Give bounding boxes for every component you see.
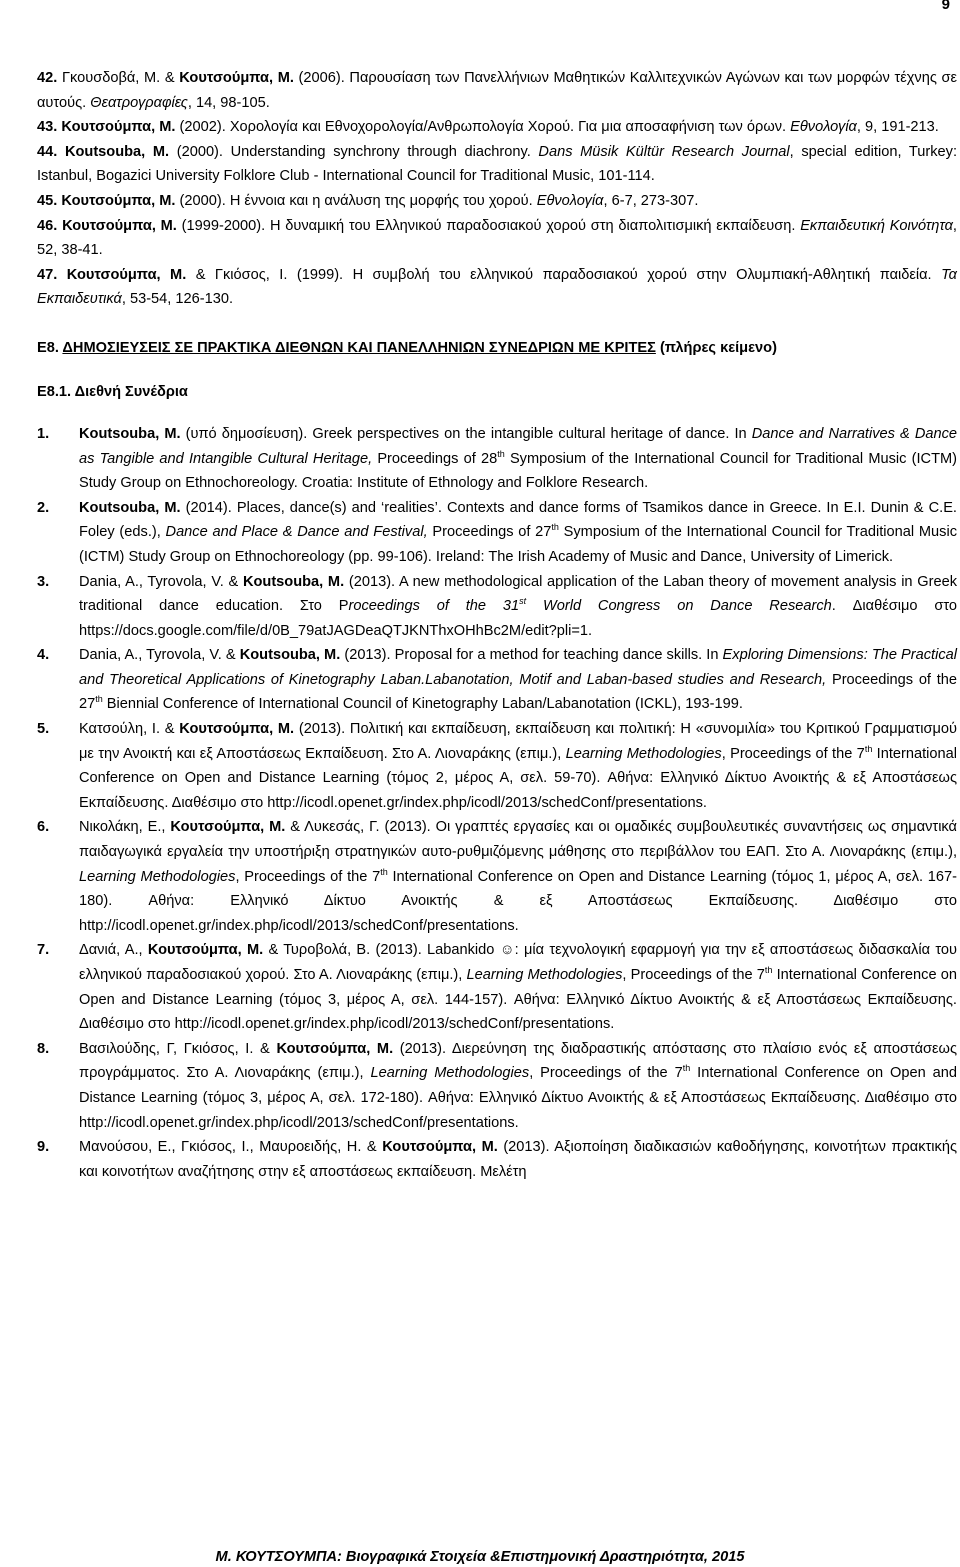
reference-item [37,263,957,312]
reference-text: Learning Methodologies [79,868,236,885]
reference-text: Κουτσούμπα, Μ. [61,119,176,136]
reference-text: Βασιλούδης, Γ, Γκιόσος, Ι. & [79,1040,277,1057]
reference-text: , Proceedings of the 7 [721,745,865,762]
reference-item [37,115,957,140]
reference-text: th [864,743,873,754]
section-suffix: (πλήρες κείμενο) [655,339,777,356]
subsection-prefix: Ε8.1. [37,383,75,400]
reference-text: Dania, A., Tyrovola, V. & [79,647,240,664]
page-body [37,66,957,1184]
page-footer: Μ. ΚΟΥΤΣΟΥΜΠΑ: Βιογραφικά Στοιχεία &Επιστημονική Δραστηριότητα, 2015 [215,1549,745,1565]
reference-text: (2014). Places, dance(s) and ‘realities’. Contexts and dance forms of Tsamikos dance in Greece. In E.I. Dunin & C.E. Foley (eds.), [79,499,957,541]
reference-item [37,815,957,938]
reference-text: Κουτσούμπα, Μ. [147,942,264,959]
reference-text: , Proceedings of the 7 [235,868,381,885]
reference-text: Κουτσούμπα, Μ. [179,721,295,738]
reference-item [37,717,957,815]
reference-text: (2013). Proposal for a method for teaching dance skills. In [340,647,723,664]
reference-item [37,140,957,189]
section-prefix: Ε8. [37,339,63,356]
reference-text: Symposium of the International Council for Traditional Music (ICTM) Study Group on Ethnochoreology. Croatia: Institute of Ethnology and Folklore Research. [79,450,957,492]
reference-text: Dance and Place & Dance and Festival, [165,524,428,541]
reference-number: 44. [37,143,58,160]
reference-number: 45. [37,192,58,209]
reference-text: Εθνολογία [790,119,857,136]
reference-text: Κουτσούμπα, Μ. [66,266,187,283]
section-title: ΔΗΜΟΣΙΕΥΣΕΙΣ ΣΕ ΠΡΑΚΤΙΚΑ ΔΙΕΘΝΩΝ ΚΑΙ ΠΑΝΕΛΛΗΝΙΩΝ ΣΥΝΕΔΡΙΩΝ ΜΕ ΚΡΙΤΕΣ [62,339,656,356]
reference-text: , 14, 98-105. [187,94,270,111]
reference-number: 46. [37,217,58,234]
reference-text: & Λυκεσάς, Γ. (2013). Οι γραπτές εργασίες και οι ομαδικές συμβουλευτικές συναντήσεις ως σημαντικά παιδαγωγικά εργαλεία την υποστήριξη στρατηγικών αυτο-ρυθμιζόμενης μάθησης στο περιβάλλον του ΕΑΠ. Στο Α. Λιοναράκης (επιμ.), [79,819,957,861]
reference-item [37,643,957,717]
reference-item [37,496,957,570]
reference-text: Exploring Dimensions: The Practical and Theoretical Applications of Kinetography Laban.Labanotation, Motif and Laban-based studies and Research, [79,647,958,688]
reference-text: th [95,694,103,705]
reference-text: , Proceedings of the 7 [529,1065,683,1082]
conference-references [37,422,957,1184]
reference-number: 3. [37,573,50,590]
reference-text: International Conference on Open and Distance Learning (τόμος 3, μέρος Α, σελ. 144-157). Αθήνα: Ελληνικό Δίκτυο Ανοικτής & εξ Αποστάσεως Εκπαίδευσης. Διαθέσιμο στο http://icodl.openet.gr/index.php/icodl/2013/schedConf/presentations. [79,967,957,1033]
reference-text: (2000). Η έννοια και η ανάλυση της μορφής του χορού. [175,192,537,209]
reference-text: , special edition, Turkey: Istanbul, Bogazici University Folklore Club - International Council for Traditional Music, 101-114. [37,143,958,185]
reference-number: 4. [37,647,50,664]
reference-text: Proceedings of the 27 [79,671,957,713]
reference-text: Koutsouba, M. [79,499,181,516]
reference-text: Θεατρογραφίες [90,94,188,111]
reference-number: 8. [37,1040,50,1057]
reference-number: 47. [37,266,58,283]
reference-text: Κουτσούμπα, Μ. [179,70,294,86]
reference-text: (2013). Πολιτική και εκπαίδευση, εκπαίδευση και πολιτική: Η «συνομιλία» του Κριτικού Γραμματισμού με την Ανοικτή και εξ Αποστάσεως Εκπαίδευση. Στο Α. Λιοναράκης (επιμ.), [79,721,957,762]
reference-text: International Conference on Open and Distance Learning (τόμος 3, μέρος Α, σελ. 172-180). Αθήνα: Ελληνικό Δίκτυο Ανοικτής & εξ Αποστάσεως Εκπαίδευσης. Διαθέσιμο στο http://icodl.openet.gr/index.php/icodl/2013/schedConf/presentations. [79,1065,957,1131]
reference-text: , 6-7, 273-307. [603,192,699,209]
reference-text: Koutsouba, M. [79,425,181,442]
reference-text: Κουτσούμπα, Μ. [382,1139,498,1156]
reference-text: (2002). Χορολογία και Εθνοχορολογία/Ανθρωπολογία Χορού. Για μια αποσαφήνιση των όρων. [175,119,791,136]
reference-text: Proceedings of 27 [427,524,552,541]
reference-text: & Τυροβολά, Β. (2013). Labankido ☺: μία τεχνολογική εφαρμογή για την εξ αποστάσεως διδασκαλία του ελληνικού παραδοσιακού χορού. Στο Α. Λιοναράκης (επιμ.), [79,942,957,983]
reference-text: Learning Methodologies [466,967,623,983]
reference-text: (2006). Παρουσίαση των Πανελλήνιων Μαθητικών Καλλιτεχνικών Αγώνων και των μορφών τέχνης σε αυτούς. [37,70,958,111]
reference-number: 7. [37,942,50,959]
reference-text: Koutsouba, M. [64,143,170,160]
reference-text: Koutsouba, M. [239,647,341,664]
subsection-title: Διεθνή Συνέδρια [74,383,188,400]
reference-text: Proceedings of 28 [372,450,498,467]
reference-text: (2013). A new methodological application of the Laban theory of movement analysis in Greek traditional dance education. Στο P [79,573,958,615]
reference-text: Μανούσου, Ε., Γκιόσος, Ι., Μαυροειδής, Η. & [79,1139,383,1156]
reference-number: 43. [37,119,58,136]
reference-text: , 9, 191-213. [856,119,939,136]
reference-text: (2013). Αξιοποίηση διαδικασιών καθοδήγησης, κοινοτήτων πρακτικής και κοινοτήτων αναζήτησης στην εξ αποστάσεως εκπαίδευση. Μελέτη [79,1139,957,1180]
reference-text: Learning Methodologies [565,745,722,762]
reference-text: (2013). Διερεύνηση της διαδραστικής απόστασης στο πλαίσιο ενός εξ αποστάσεως προγράμματος. Στο Α. Λιοναράκης (επιμ.), [79,1040,957,1082]
reference-text: Koutsouba, M. [242,573,345,590]
journal-references [37,66,957,312]
reference-text: Κουτσούμπα, Μ. [170,819,286,836]
reference-text: International Conference on Open and Distance Learning (τόμος 2, μέρος Α, σελ. 59-70). Αθήνα: Ελληνικό Δίκτυο Ανοικτής & εξ Αποστάσεως Εκπαίδευσης. Διαθέσιμο στο http://icodl.openet.gr/index.php/icodl/2013/schedConf/presentations. [79,745,957,811]
reference-text: Δανιά, Α., [79,942,148,959]
reference-item [37,1135,957,1184]
reference-item [37,66,957,115]
reference-number: 42. [37,70,58,86]
reference-text: roceedings of the 31 [348,598,520,615]
reference-text: Symposium of the International Council for Traditional Music (ICTM) Study Group on Ethnochoreology (pp. 99-106). Ireland: The Irish Academy of Music and Dance, University of Limerick. [79,524,957,565]
reference-number: 5. [37,721,50,738]
reference-text: Biennial Conference of International Council of Kinetography Laban/Labanotation (ICKL), 193-199. [102,696,743,713]
reference-text: Εθνολογία [536,192,604,209]
reference-text: Κουτσούμπα, Μ. [62,217,177,234]
reference-number: 1. [37,425,50,442]
reference-item [37,214,957,263]
reference-text: Κουτσούμπα, Μ. [276,1040,394,1057]
reference-text: , 53-54, 126-130. [121,291,234,308]
reference-text: th [551,522,559,533]
reference-text: Γκουσδοβά, Μ. & [61,70,180,86]
reference-text: (1999-2000). Η δυναμική του Ελληνικού παραδοσιακού χορού στη διαπολιτισμική εκπαίδευση. [176,217,801,234]
reference-text: World Congress on Dance Research [526,598,832,615]
reference-text: Dania, A., Tyrovola, V. & [79,573,243,590]
reference-text: Κατσούλη, Ι. & [79,721,180,738]
reference-text: (2000). Understanding synchrony through diachrony. [169,143,539,160]
reference-number: 9. [37,1139,50,1156]
subsection-heading [37,380,957,404]
reference-text: th [497,448,505,459]
reference-text: st [519,596,527,607]
reference-text: International Conference on Open and Distance Learning (τόμος 1, μέρος Α, σελ. 167-180). Αθήνα: Ελληνικό Δίκτυο Ανοικτής & εξ Αποστάσεως Εκπαίδευσης. Διαθέσιμο στο http://icodl.openet.gr/index.php/icodl/2013/schedConf/presentations. [79,868,958,934]
page-number: 9 [941,0,950,13]
reference-text: Κουτσούμπα, Μ. [61,192,176,209]
reference-item [37,1037,957,1135]
reference-item [37,422,957,496]
reference-text: th [380,866,388,877]
reference-item [37,189,957,214]
reference-text: Τα Εκπαιδευτικά [37,266,957,308]
reference-text: Εκπαιδευτική Κοινότητα [800,217,953,234]
reference-text: Learning Methodologies [370,1065,530,1082]
section-heading [37,336,957,360]
reference-text: & Γκιόσος, Ι. (1999). Η συμβολή του ελληνικού παραδοσιακού χορού στην Ολυμπιακή-Αθλητική παιδεία. [186,266,942,283]
reference-item [37,570,957,644]
reference-text: , 52, 38-41. [37,217,957,259]
reference-text: Dans Müsik Kültür Research Journal [538,143,790,160]
reference-number: 2. [37,499,50,516]
reference-number: 6. [37,819,50,836]
reference-text: th [682,1063,691,1074]
reference-text: Νικολάκη, Ε., [79,819,171,836]
reference-item [37,938,957,1036]
reference-text: . Διαθέσιμο στο https://docs.google.com/file/d/0B_79atJAGDeaQTJKNThxOHhBc2M/edit?pli=1. [79,598,958,639]
reference-text: , Proceedings of the 7 [622,967,765,983]
reference-text: (υπό δημοσίευση). Greek perspectives on the intangible cultural heritage of dance. In [180,425,752,442]
reference-text: th [764,965,773,976]
reference-text: Dance and Narratives & Dance as Tangible and Intangible Cultural Heritage, [79,425,958,467]
